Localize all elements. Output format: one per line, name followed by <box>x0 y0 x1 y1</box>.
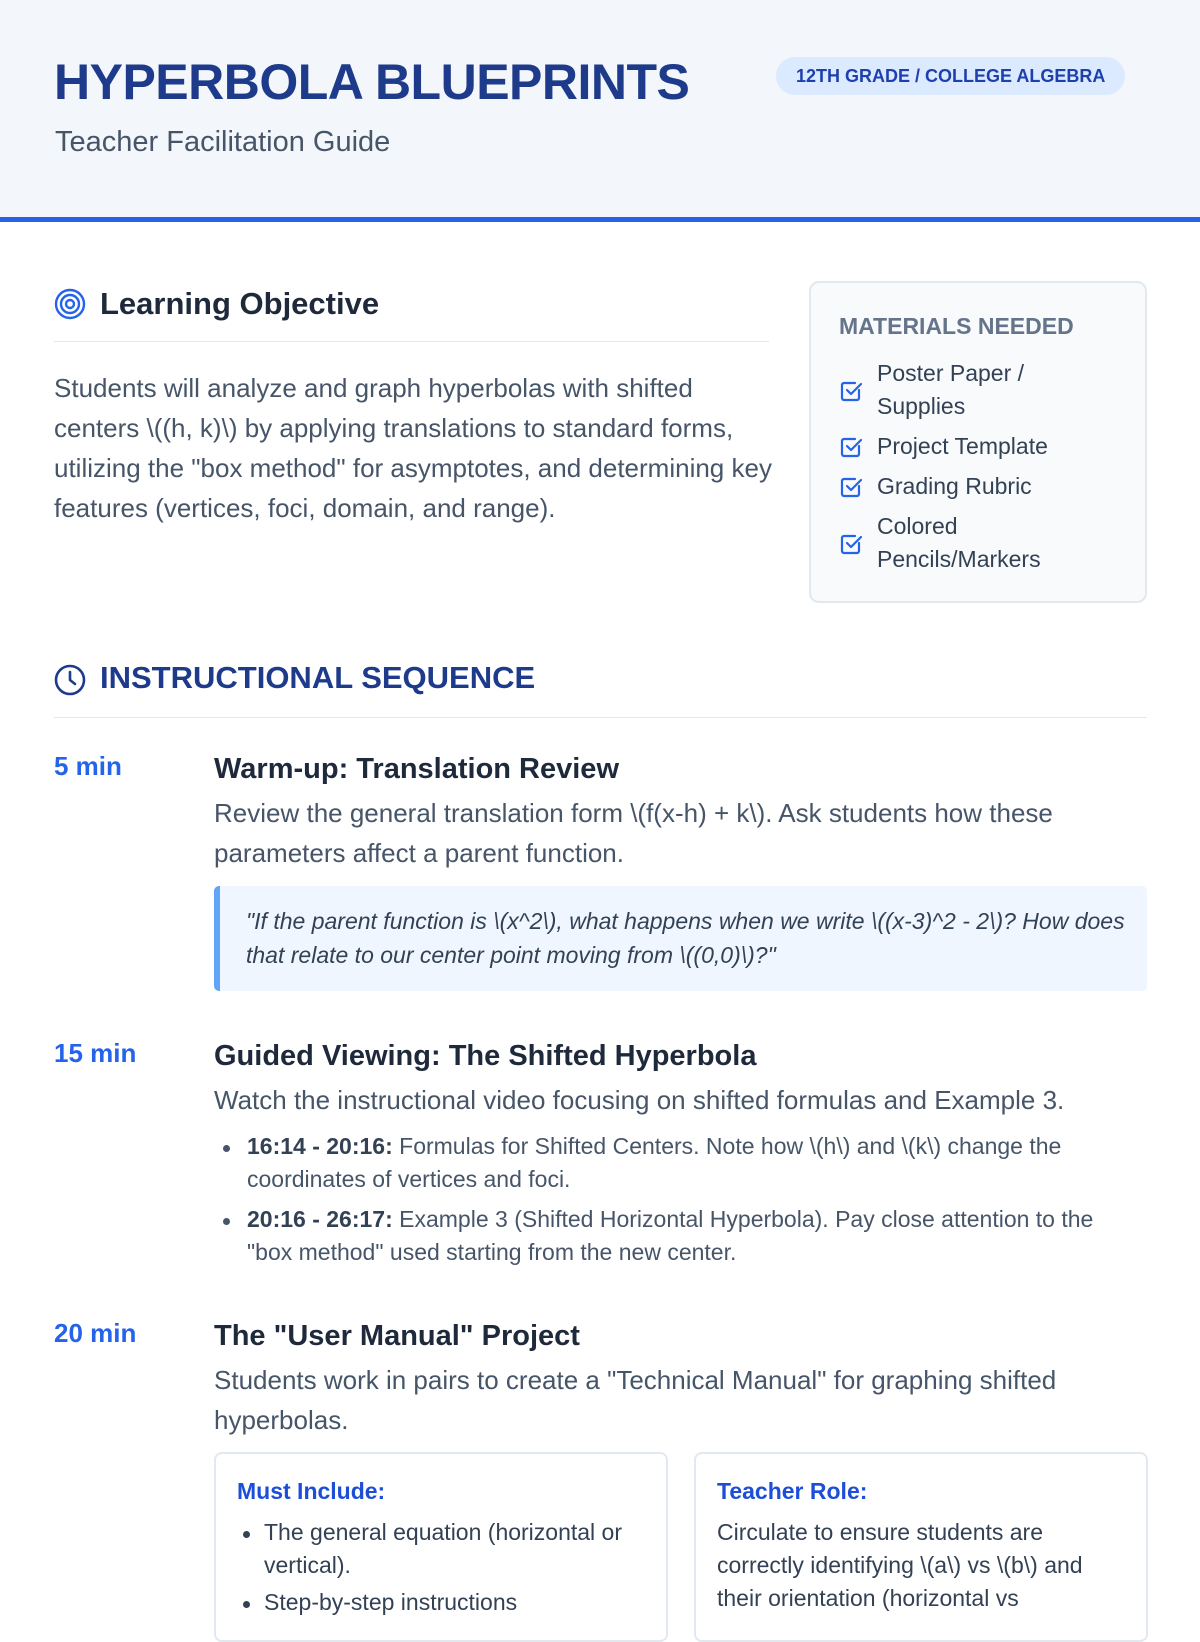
step-description: Students work in pairs to create a "Technical Manual" for graphing shifted hyperbolas. <box>214 1365 1057 1435</box>
timestamp-range: 20:16 - 26:17: <box>247 1206 393 1232</box>
discussion-quote <box>214 886 1147 991</box>
target-icon <box>54 288 86 320</box>
step-time: 5 min <box>54 751 122 781</box>
objective-heading: Learning Objective <box>100 286 380 321</box>
checkbox-icon <box>839 475 863 499</box>
page-title: HYPERBOLA BLUEPRINTS <box>54 54 690 110</box>
quote-text: "If the parent function is \(x^2\), what happens when we write \((x-3)^2 - 2\)? How does that relate to our center point moving from \((0,0)\)?" <box>246 908 1125 968</box>
material-label: Colored Pencils/Markers <box>877 513 1041 572</box>
step-description: Review the general translation form \(f(x-h) + k\). Ask students how these parameters affect a parent function. <box>214 798 1053 868</box>
grade-badge: 12TH GRADE / COLLEGE ALGEBRA <box>776 57 1125 95</box>
materials-heading: MATERIALS NEEDED <box>839 313 1074 339</box>
timestamp-note: Formulas for Shifted Centers. Note how \(h\) and \(k\) change the coordinates of vertices and foci. <box>247 1133 1062 1192</box>
teacher-role-card <box>694 1452 1148 1642</box>
materials-panel <box>809 281 1147 603</box>
must-include-heading: Must Include: <box>237 1478 386 1504</box>
page-subtitle: Teacher Facilitation Guide <box>55 126 391 158</box>
step-time: 15 min <box>54 1038 137 1068</box>
timestamp-item <box>214 1130 1144 1196</box>
must-include-card <box>214 1452 668 1642</box>
material-label: Grading Rubric <box>877 473 1032 499</box>
page-header <box>0 0 1200 222</box>
checkbox-icon <box>839 532 863 556</box>
step-title: The "User Manual" Project <box>214 1320 580 1352</box>
sequence-heading-row <box>54 656 1147 718</box>
timestamp-item <box>214 1203 1144 1269</box>
step-description: Watch the instructional video focusing on shifted formulas and Example 3. <box>214 1085 1065 1115</box>
clock-icon <box>54 664 86 696</box>
list-item: Step-by-step instructions <box>237 1586 637 1619</box>
step-time: 20 min <box>54 1318 137 1348</box>
objective-heading-row <box>54 282 769 342</box>
teacher-role-text: Circulate to ensure students are correctly identifying \(a\) vs \(b\) and their orientation (horizontal vs <box>717 1519 1083 1611</box>
list-item: The general equation (horizontal or vertical). <box>237 1516 637 1582</box>
sequence-heading: INSTRUCTIONAL SEQUENCE <box>100 660 536 695</box>
teacher-role-heading: Teacher Role: <box>717 1478 868 1504</box>
step-title: Warm-up: Translation Review <box>214 753 619 785</box>
objective-text: Students will analyze and graph hyperbolas with shifted centers \((h, k)\) by applying translations to standard forms, utilizing the "box method" for asymptotes, and determining key features (vertices, foci, domain, and range). <box>54 373 772 523</box>
timestamp-range: 16:14 - 20:16: <box>247 1133 393 1159</box>
checkbox-icon <box>839 435 863 459</box>
checkbox-icon <box>839 379 863 403</box>
step-title: Guided Viewing: The Shifted Hyperbola <box>214 1040 757 1072</box>
video-timestamps-list <box>214 1130 1144 1276</box>
timestamp-note: Example 3 (Shifted Horizontal Hyperbola). Pay close attention to the "box method" used starting from the new center. <box>247 1206 1094 1265</box>
material-label: Poster Paper / Supplies <box>877 360 1025 419</box>
must-include-list <box>237 1516 637 1623</box>
material-label: Project Template <box>877 433 1048 459</box>
